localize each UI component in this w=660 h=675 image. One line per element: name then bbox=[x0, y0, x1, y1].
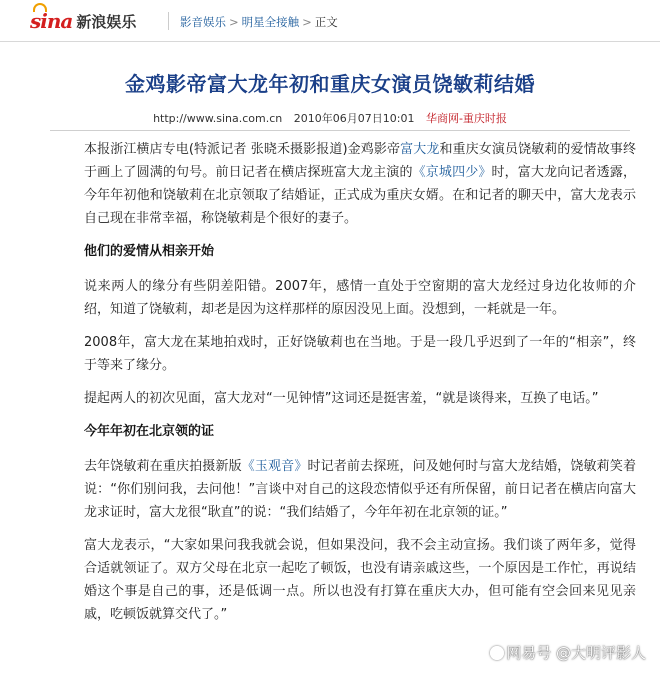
article-title: 金鸡影帝富大龙年初和重庆女演员饶敏莉结婚 bbox=[125, 72, 535, 96]
section-heading-2: 今年年初在北京领的证 bbox=[84, 424, 215, 439]
logo-eye-icon bbox=[33, 3, 47, 12]
link-jingcheng-sishao[interactable]: 《京城四少》 bbox=[412, 165, 492, 180]
sina-ent-logo[interactable] bbox=[30, 9, 136, 33]
breadcrumb-separator: > bbox=[302, 15, 312, 29]
section-heading-1: 他们的爱情从相亲开始 bbox=[84, 244, 215, 259]
paragraph-text: 时，富大龙向记者透露，今年年初他和饶敏莉在北京领取了结婚证，正式成为重庆女婿。在和记者的聊天中，富大龙表示自己现在非常幸福，称饶敏莉是个很好的妻子。 bbox=[84, 165, 636, 226]
netease-icon bbox=[490, 646, 504, 660]
paragraph-text: 去年饶敏莉在重庆拍摄新版 bbox=[84, 459, 242, 474]
paragraph-6: 富大龙表示，“大家如果问我我就会说，但如果没问，我不会主动宣扬。我们谈了两年多，觉得合适就领证了。双方父母在北京一起吃了顿饭，也没有请亲戚这些，一个原因是工作忙，再说结婚这个事是自己的事，还是低调一点。所以也没有打算在重庆大办，但可能有空会回来见见亲戚，吃顿饭就算交代了。” bbox=[84, 538, 636, 622]
breadcrumb-item-ent[interactable]: 影音娱乐 bbox=[180, 15, 226, 29]
logo-latin: sina bbox=[30, 9, 73, 33]
article-date: 2010年06月07日10:01 bbox=[293, 112, 415, 125]
article-url[interactable]: http://www.sina.com.cn bbox=[153, 112, 283, 125]
header-divider bbox=[168, 12, 169, 30]
breadcrumb bbox=[180, 14, 338, 30]
article-body bbox=[84, 138, 636, 636]
breadcrumb-item-stars[interactable]: 明星全接触 bbox=[241, 15, 300, 29]
breadcrumb-item-current: 正文 bbox=[314, 15, 338, 29]
paragraph-3: 2008年，富大龙在某地拍戏时，正好饶敏莉也在当地。于是一段几乎迟到了一年的“相亲”，终于等来了缘分。 bbox=[84, 335, 636, 373]
logo-chinese: 新浪娱乐 bbox=[76, 12, 137, 31]
watermark bbox=[490, 642, 646, 663]
article-source[interactable]: 华商网-重庆时报 bbox=[425, 112, 507, 125]
link-yu-guanyin[interactable]: 《玉观音》 bbox=[241, 459, 308, 474]
article-meta bbox=[0, 110, 660, 126]
paragraph-2: 说来两人的缘分有些阴差阳错。2007年，感情一直处于空窗期的富大龙经过身边化妆师的介绍，知道了饶敏莉，却老是因为这样那样的原因没见上面。没想到，一耗就是一年。 bbox=[84, 279, 636, 317]
paragraph-4: 提起两人的初次见面，富大龙对“一见钟情”这词还是挺害羞，“就是谈得来，互换了电话。” bbox=[84, 391, 599, 406]
paragraph-intro bbox=[84, 138, 636, 230]
paragraph-text: 和重庆女演员饶敏莉的爱情故事终于画上了圆满的句号。前日记者在横店探班富大龙主演的 bbox=[84, 142, 636, 180]
title-divider bbox=[50, 130, 630, 131]
site-header bbox=[0, 0, 660, 42]
breadcrumb-separator: > bbox=[229, 15, 239, 29]
paragraph-5 bbox=[84, 455, 636, 524]
watermark-text: 网易号 @大明评影人 bbox=[506, 644, 646, 662]
paragraph-text: 时记者前去探班，问及她何时与富大龙结婚，饶敏莉笑着说：“你们别问我，去问他！”言谈中对自己的这段恋情似乎还有所保留，前日记者在横店向富大龙求证时，富大龙很“耿直”的说：“我们结婚了，今年年初在北京领的证。” bbox=[84, 459, 636, 520]
paragraph-text: 本报浙江横店专电(特派记者 张晓禾摄影报道)金鸡影帝 bbox=[84, 142, 401, 157]
link-fu-dalong[interactable]: 富大龙 bbox=[400, 142, 440, 157]
